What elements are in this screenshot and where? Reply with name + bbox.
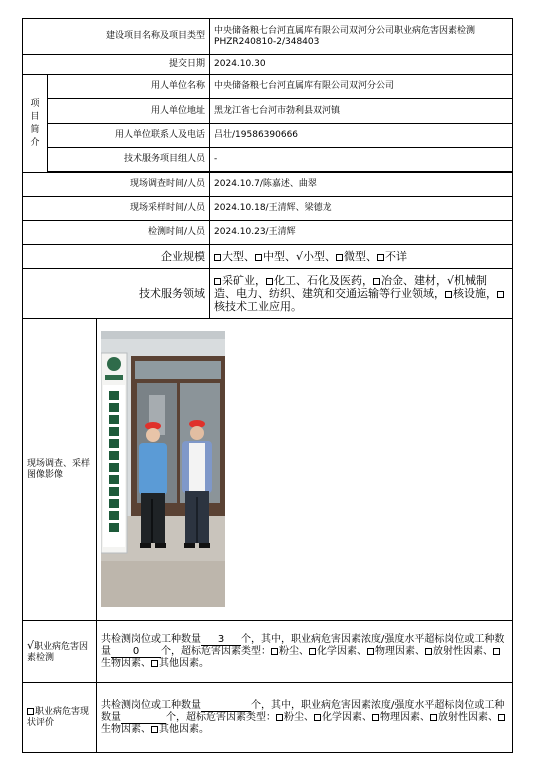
hazard-type-label: 物理因素、 [380, 712, 430, 723]
checkbox-chemical[interactable] [266, 278, 273, 285]
report-table [22, 18, 513, 753]
hazard-type-checkbox[interactable] [309, 648, 316, 655]
testing-label: 检测时间/人员 [23, 221, 210, 245]
row-submit-date [23, 55, 513, 75]
checkbox-mining[interactable] [214, 278, 221, 285]
site-photo [101, 331, 225, 607]
hazard-type-checkbox[interactable] [151, 726, 158, 733]
evaluation-count-blank[interactable] [201, 700, 251, 712]
detection-content: 共检测岗位或工种数量 3 个，其中，职业病危害因素浓度/强度水平超标岗位或工种数量 0 个，超标危害因素类型： 粉尘、 化学因素、 物理因素、 放射性因素、生物因素、 其他因素。 [97, 621, 513, 683]
hazard-type-label: 放射性因素、 [438, 712, 498, 723]
scale-checkbox[interactable] [377, 254, 384, 261]
hazard-type-label: 化学因素、 [322, 712, 372, 723]
hazard-type-checkbox[interactable] [430, 714, 437, 721]
checkbox-nuclear-facility[interactable] [445, 291, 452, 298]
hazard-type-checkbox[interactable] [271, 648, 278, 655]
employer-name-value: 中央储备粮七台河直属库有限公司双河分公司 [210, 75, 513, 99]
sampling-value: 2024.10.18/王清辉、梁德龙 [210, 197, 513, 221]
evaluation-label: 职业病危害现状评价 [23, 683, 97, 753]
hazard-type-checkbox[interactable] [372, 714, 379, 721]
row-photo [23, 319, 513, 621]
hazard-type-label: 生物因素、 [101, 724, 151, 735]
project-intro-side-label: 项 目 简 介 [23, 75, 48, 173]
scale-option-label: 不详 [385, 250, 408, 263]
field-options: 采矿业， 化工、石化及医药， 冶金、建材，√机械制造、电力、纺织、建筑和交通运输等行业领域， 核设施，核技术工业应用。 [210, 269, 513, 319]
project-label: 建设项目名称及项目类型 [23, 19, 210, 55]
hazard-type-label: 其他因素。 [159, 658, 209, 669]
site-photo-image [101, 331, 225, 607]
row-evaluation [23, 683, 513, 753]
hazard-type-label: 放射性因素、 [433, 646, 493, 657]
detection-count: 3 [201, 634, 241, 646]
submit-date-value: 2024.10.30 [210, 55, 513, 75]
row-detection [23, 621, 513, 683]
contact-label: 用人单位联系人及电话 [48, 124, 210, 148]
evaluation-content: 共检测岗位或工种数量 个，其中，职业病危害因素浓度/强度水平超标岗位或工种数量 个，超标危害因素类型： 粉尘、 化学因素、 物理因素、 放射性因素、生物因素、 其他因素。 [97, 683, 513, 753]
contact-value: 吕壮/19586390666 [210, 124, 513, 148]
row-scale [23, 245, 513, 269]
hazard-type-checkbox[interactable] [151, 660, 158, 667]
employer-address-value: 黑龙江省七台河市勃利县双河镇 [210, 99, 513, 124]
scale-checkbox[interactable] [336, 254, 343, 261]
row-field [23, 269, 513, 319]
row-employer-address [23, 99, 513, 124]
row-team [23, 148, 513, 172]
checkbox-nuclear-tech[interactable] [497, 291, 504, 298]
hazard-type-checkbox[interactable] [425, 648, 432, 655]
evaluation-checkbox[interactable] [27, 708, 34, 715]
scale-checkbox[interactable] [255, 254, 262, 261]
hazard-type-checkbox[interactable] [276, 714, 283, 721]
row-employer-name [23, 75, 513, 99]
row-project [23, 19, 513, 55]
team-value: - [210, 148, 513, 172]
photo-label: 现场调查、采样图像影像 [23, 319, 97, 621]
scale-checkmark-icon[interactable]: √ [296, 250, 304, 263]
scale-label: 企业规模 [23, 245, 210, 269]
scale-checkbox[interactable] [214, 254, 221, 261]
field-label: 技术服务领域 [23, 269, 210, 319]
scale-option-label: 微型 [344, 250, 367, 263]
survey-value: 2024.10.7/陈嘉述、曲翠 [210, 173, 513, 197]
row-survey [23, 173, 513, 197]
hazard-type-checkbox[interactable] [367, 648, 374, 655]
detection-over-count: 0 [111, 646, 161, 658]
detection-checkmark-icon[interactable]: √ [27, 638, 35, 652]
row-sampling [23, 197, 513, 221]
hazard-type-checkbox[interactable] [493, 648, 500, 655]
hazard-type-label: 物理因素、 [375, 646, 425, 657]
hazard-type-label: 化学因素、 [317, 646, 367, 657]
scale-option-label: 小型 [303, 250, 326, 263]
hazard-type-checkbox[interactable] [314, 714, 321, 721]
detection-label: √职业病危害因素检测 [23, 621, 97, 683]
scale-options: 大型、 中型、√小型、 微型、 不详 [210, 245, 513, 269]
scale-option-label: 中型 [263, 250, 286, 263]
sampling-label: 现场采样时间/人员 [23, 197, 210, 221]
scale-option-label: 大型 [222, 250, 245, 263]
employer-address-label: 用人单位地址 [48, 99, 210, 124]
hazard-type-label: 粉尘、 [279, 646, 309, 657]
checkbox-metallurgy[interactable] [373, 278, 380, 285]
evaluation-over-blank[interactable] [121, 712, 166, 724]
testing-value: 2024.10.23/王清辉 [210, 221, 513, 245]
submit-date-label: 提交日期 [23, 55, 210, 75]
hazard-type-label: 生物因素、 [101, 658, 151, 669]
survey-label: 现场调查时间/人员 [23, 173, 210, 197]
hazard-type-checkbox[interactable] [498, 714, 505, 721]
checkmark-icon[interactable]: √ [447, 274, 455, 287]
row-testing [23, 221, 513, 245]
row-contact [23, 124, 513, 148]
hazard-type-label: 其他因素。 [159, 724, 209, 735]
employer-name-label: 用人单位名称 [48, 75, 210, 99]
report-sheet [22, 18, 512, 752]
team-label: 技术服务项目组人员 [48, 148, 210, 172]
project-value: 中央储备粮七台河直属库有限公司双河分公司职业病危害因素检测PHZR240810-2/348403 [210, 19, 513, 55]
hazard-type-label: 粉尘、 [284, 712, 314, 723]
